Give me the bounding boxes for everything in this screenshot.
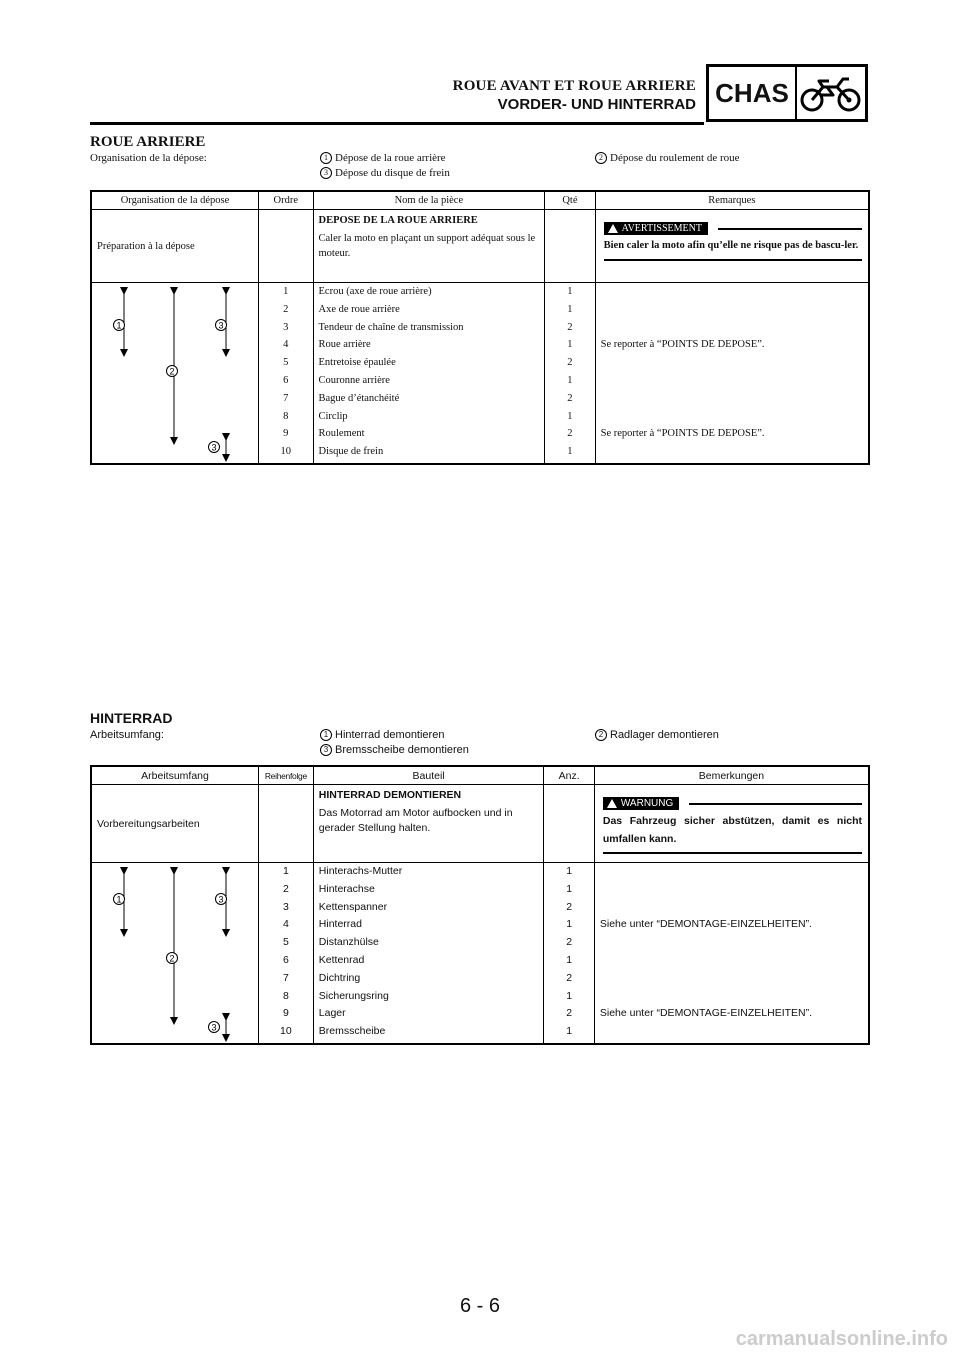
table-cell-order: 1: [282, 865, 289, 877]
group-marker-1: 1: [116, 320, 122, 331]
col-header: Reihenfolge: [259, 766, 314, 785]
group-marker-3b: 3: [211, 1022, 217, 1033]
table-cell-remark: [596, 319, 868, 337]
org-item-de-2: 2 Radlager demontieren: [595, 729, 719, 741]
order-diagram: [92, 283, 258, 463]
org-label-de: Arbeitsumfang:: [90, 729, 164, 741]
table-cell-remark: [595, 970, 868, 988]
table-cell-qty: 1: [567, 410, 573, 422]
order-column: [259, 863, 313, 1041]
table-cell-remark: Siehe unter “DEMONTAGE-EINZELHEITEN”.: [599, 918, 813, 931]
table-cell-order: 4: [283, 339, 289, 351]
table-cell-remark: [596, 283, 868, 301]
table-cell-qty: 1: [567, 339, 573, 351]
table-cell-name: Ecrou (axe de roue arrière): [318, 286, 432, 297]
table-cell-remark: [595, 1023, 868, 1041]
circle-number: 2: [595, 152, 607, 164]
warning-badge: AVERTISSEMENT: [604, 222, 708, 235]
group-marker-3: 3: [218, 894, 224, 905]
table-cell-name: Entretoise épaulée: [318, 357, 396, 369]
table-cell-qty: 1: [566, 1025, 573, 1038]
table-cell-name: Roulement: [318, 428, 365, 440]
table-cell-remark: [596, 372, 868, 390]
watermark-footer: carmanualsonline.info: [735, 1328, 948, 1350]
table-cell-qty: 1: [567, 446, 573, 458]
table-cell-remark: [596, 354, 868, 372]
table-cell-order: 2: [282, 882, 289, 895]
badge-label: CHAS: [709, 67, 797, 119]
table-cell-remark: Se reporter à “POINTS DE DEPOSE”.: [600, 428, 765, 440]
page-number: 6 - 6: [459, 1295, 501, 1317]
table-cell-order: 7: [283, 392, 289, 404]
table-cell-remark: [595, 952, 868, 970]
section-title-fr: ROUE ARRIERE: [90, 134, 206, 150]
qty-column: [544, 863, 593, 1041]
table-cell-name: Hinterachse: [318, 882, 375, 895]
org-item-de-3: 3 Bremsscheibe demontieren: [320, 744, 469, 756]
prep-text: Caler la moto en plaçant un support adéquat sous le moteur.: [318, 233, 536, 259]
table-cell-order: 5: [282, 936, 289, 949]
org-label-fr: Organisation de la dépose:: [90, 152, 207, 164]
table-cell-remark: [595, 899, 868, 917]
table-cell-name: Disque de frein: [318, 446, 384, 458]
group-marker-1: 1: [116, 894, 122, 905]
table-cell-qty: 2: [566, 936, 573, 949]
section-badge: [706, 64, 868, 122]
org-item-de-1: 1 Hinterrad demontieren: [320, 729, 444, 741]
table-cell-qty: 2: [566, 971, 573, 984]
table-cell-remark: [595, 988, 868, 1006]
org-item-fr-1: 1 Dépose de la roue arrière: [320, 152, 446, 164]
table-cell-order: 6: [282, 953, 289, 966]
parts-table-de: [90, 765, 870, 1045]
col-header: Ordre: [259, 191, 314, 210]
table-cell-remark: [595, 863, 868, 881]
col-header: Organisation de la dépose: [91, 191, 259, 210]
table-cell-name: Kettenrad: [318, 953, 365, 966]
table-cell-qty: 2: [566, 900, 573, 913]
table-cell-remark: [595, 934, 868, 952]
parts-rows: [91, 283, 869, 465]
group-marker-2: 2: [169, 366, 175, 377]
table-cell-remark: [596, 408, 868, 426]
col-header: Nom de la pièce: [313, 191, 545, 210]
table-cell-order: 3: [283, 321, 289, 333]
table-cell-qty: 1: [566, 882, 573, 895]
prep-label: Vorbereitungsarbeiten: [97, 817, 200, 830]
table-cell-name: Circlip: [318, 410, 348, 422]
table-cell-name: Hinterachs-Mutter: [318, 865, 403, 877]
warning-text: Bien caler la moto afin qu’elle ne risque pas de bascu-ler.: [603, 240, 859, 251]
table-cell-name: Tendeur de chaîne de transmission: [318, 321, 464, 333]
table-cell-name: Lager: [318, 1007, 346, 1020]
name-column: [314, 283, 545, 461]
order-column: [259, 283, 313, 461]
table-cell-qty: 1: [566, 918, 573, 931]
table-cell-remark: [596, 301, 868, 319]
table-cell-remark: Se reporter à “POINTS DE DEPOSE”.: [600, 339, 765, 351]
table-cell-qty: 2: [566, 1007, 573, 1020]
table-cell-remark: [595, 881, 868, 899]
col-header: Qté: [545, 191, 595, 210]
group-marker-3: 3: [218, 320, 224, 331]
table-cell-qty: 1: [567, 303, 573, 315]
table-cell-name: Kettenspanner: [318, 900, 388, 913]
table-cell-order: 3: [282, 900, 289, 913]
warning-block: [596, 210, 868, 269]
table-cell-name: Axe de roue arrière: [318, 303, 400, 315]
table-cell-name: Bague d’étanchéité: [318, 392, 400, 404]
prep-title: DEPOSE DE LA ROUE ARRIERE: [318, 215, 478, 226]
table-cell-qty: 1: [566, 989, 573, 1002]
table-cell-qty: 2: [567, 428, 573, 440]
prep-title: HINTERRAD DEMONTIEREN: [318, 789, 462, 801]
col-header: Bemerkungen: [594, 766, 869, 785]
warning-text: Das Fahrzeug sicher abstützen, damit es nicht umfallen kann.: [602, 815, 862, 845]
circle-number: 1: [320, 729, 332, 741]
prep-label: Préparation à la dépose: [97, 240, 195, 252]
table-cell-name: Sicherungsring: [318, 989, 389, 1002]
table-cell-order: 1: [283, 286, 289, 297]
table-cell-qty: 2: [567, 357, 573, 369]
warning-badge: WARNUNG: [603, 797, 679, 810]
prep-row: [91, 785, 869, 863]
org-item-fr-2: 2 Dépose du roulement de roue: [595, 152, 740, 164]
table-cell-qty: 1: [566, 953, 573, 966]
table-cell-name: Roue arrière: [318, 339, 371, 351]
parts-table-fr: [90, 190, 870, 465]
table-cell-order: 9: [283, 428, 289, 440]
table-cell-order: 10: [280, 446, 291, 458]
prep-row: [91, 210, 869, 283]
remark-column: [596, 283, 868, 461]
table-cell-remark: [596, 390, 868, 408]
group-marker-3b: 3: [211, 442, 217, 453]
prep-text: Das Motorrad am Motor aufbocken und in gerader Stellung halten.: [318, 807, 513, 834]
table-cell-qty: 1: [566, 865, 573, 877]
header-title-de: VORDER- UND HINTERRAD: [497, 96, 696, 113]
qty-column: [545, 283, 594, 461]
table-cell-remark: [596, 443, 868, 461]
table-cell-name: Couronne arrière: [318, 374, 390, 386]
table-cell-qty: 1: [567, 374, 573, 386]
table-header: [91, 766, 869, 785]
circle-number: 3: [320, 744, 332, 756]
table-cell-order: 4: [282, 918, 289, 931]
section-title-de: HINTERRAD: [90, 710, 173, 726]
parts-rows: [91, 863, 869, 1045]
table-cell-name: Bremsscheibe: [318, 1025, 386, 1038]
table-header: [91, 191, 869, 210]
name-column: [314, 863, 544, 1041]
table-cell-qty: 2: [567, 392, 573, 404]
warning-block: [595, 785, 868, 862]
group-marker-2: 2: [169, 953, 175, 964]
org-item-fr-3: 3 Dépose du disque de frein: [320, 167, 450, 179]
table-cell-order: 10: [280, 1025, 292, 1038]
motorcycle-icon: [797, 67, 865, 119]
table-cell-order: 8: [282, 989, 289, 1002]
table-cell-order: 2: [283, 303, 289, 315]
table-cell-order: 6: [283, 374, 289, 386]
table-cell-order: 7: [282, 971, 289, 984]
table-cell-name: Dichtring: [318, 971, 361, 984]
col-header: Arbeitsumfang: [91, 766, 259, 785]
circle-number: 3: [320, 167, 332, 179]
table-cell-order: 5: [283, 357, 289, 369]
circle-number: 1: [320, 152, 332, 164]
header-rule: [90, 122, 704, 125]
table-cell-order: 9: [282, 1007, 289, 1020]
col-header: Anz.: [544, 766, 594, 785]
table-cell-name: Distanzhülse: [318, 936, 379, 949]
header-title-fr: ROUE AVANT ET ROUE ARRIERE: [452, 78, 696, 94]
col-header: Bauteil: [313, 766, 544, 785]
remark-column: [595, 863, 868, 1041]
col-header: Remarques: [595, 191, 869, 210]
table-cell-name: Hinterrad: [318, 918, 362, 931]
table-cell-qty: 1: [567, 286, 573, 297]
table-cell-qty: 2: [567, 321, 573, 333]
order-diagram: [92, 863, 258, 1043]
circle-number: 2: [595, 729, 607, 741]
table-cell-order: 8: [283, 410, 289, 422]
warning-icon: [607, 799, 617, 808]
table-cell-remark: Siehe unter “DEMONTAGE-EINZELHEITEN”.: [599, 1007, 813, 1020]
warning-icon: [608, 224, 618, 233]
